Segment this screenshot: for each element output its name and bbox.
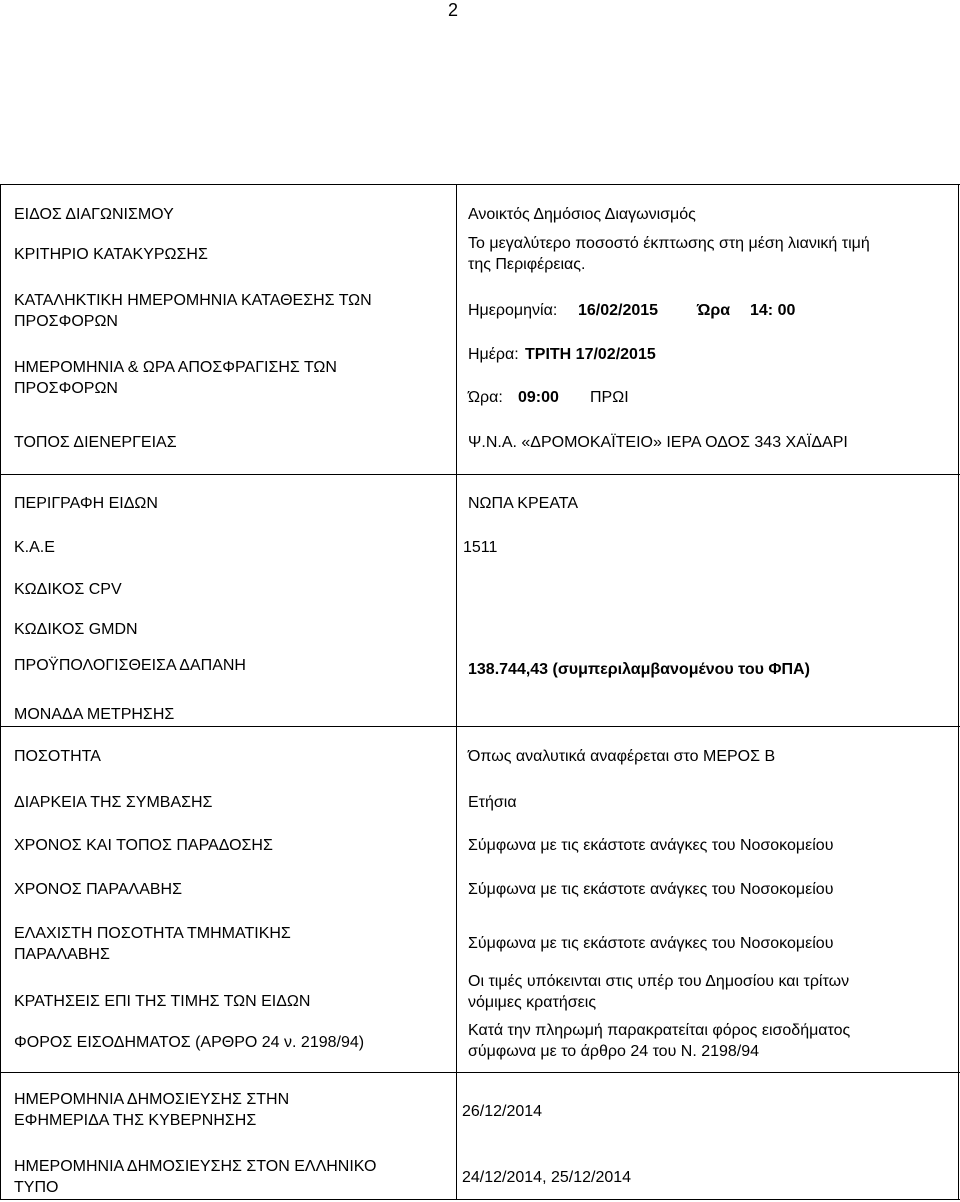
table-divider-3 bbox=[0, 1072, 960, 1073]
label-delivery-time-place: ΧΡΟΝΟΣ ΚΑΙ ΤΟΠΟΣ ΠΑΡΑΔΟΣΗΣ bbox=[14, 837, 273, 854]
label-estimated-budget: ΠΡΟΫΠΟΛΟΓΙΣΘΕΙΣΑ ΔΑΠΑΝΗ bbox=[14, 657, 246, 674]
label-minimum-partial-quantity-line1: ΕΛΑΧΙΣΤΗ ΠΟΣΟΤΗΤΑ ΤΜΗΜΑΤΙΚΗΣ bbox=[14, 925, 291, 942]
label-gmdn-code: ΚΩΔΙΚΟΣ GMDN bbox=[14, 621, 138, 638]
value-minimum-partial-quantity: Σύμφωνα με τις εκάστοτε ανάγκες του Νοσοκομείου bbox=[468, 935, 834, 952]
label-submission-deadline-line2: ΠΡΟΣΦΟΡΩΝ bbox=[14, 313, 118, 330]
opening-day-value: ΤΡΙΤΗ 17/02/2015 bbox=[525, 346, 656, 363]
label-opening-datetime-line2: ΠΡΟΣΦΟΡΩΝ bbox=[14, 380, 118, 397]
submission-time-value: 14: 00 bbox=[750, 302, 796, 319]
table-border-left bbox=[0, 184, 1, 1200]
table-column-divider bbox=[456, 184, 457, 1200]
label-gazette-publication-line2: ΕΦΗΜΕΡΙΔΑ ΤΗΣ ΚΥΒΕΡΝΗΣΗΣ bbox=[14, 1112, 257, 1129]
table-divider-1 bbox=[0, 474, 960, 475]
value-venue: Ψ.Ν.Α. «ΔΡΟΜΟΚΑΪΤΕΙΟ» ΙΕΡΑ ΟΔΟΣ 343 ΧΑΪΔΑΡΙ bbox=[468, 434, 848, 451]
value-items-description: ΝΩΠΑ ΚΡΕΑΤΑ bbox=[468, 495, 579, 512]
value-tender-type: Ανοικτός Δημόσιος Διαγωνισμός bbox=[468, 206, 696, 223]
table-border-top bbox=[0, 184, 960, 185]
value-estimated-budget: 138.744,43 (συμπεριλαμβανομένου του ΦΠΑ) bbox=[468, 661, 810, 678]
label-minimum-partial-quantity-line2: ΠΑΡΑΛΑΒΗΣ bbox=[14, 946, 110, 963]
label-cpv-code: ΚΩΔΙΚΟΣ CPV bbox=[14, 581, 122, 598]
label-tender-type: ΕΙΔΟΣ ΔΙΑΓΩΝΙΣΜΟΥ bbox=[14, 206, 174, 223]
label-press-publication-line2: ΤΥΠΟ bbox=[14, 1179, 59, 1196]
value-kae: 1511 bbox=[463, 539, 498, 556]
value-price-deductions-line2: νόμιμες κρατήσεις bbox=[468, 994, 597, 1011]
label-opening-datetime-line1: ΗΜΕΡΟΜΗΝΙΑ & ΩΡΑ ΑΠΟΣΦΡΑΓΙΣΗΣ ΤΩΝ bbox=[14, 359, 337, 376]
opening-day-label: Ημέρα: bbox=[468, 346, 519, 363]
value-delivery-time-place: Σύμφωνα με τις εκάστοτε ανάγκες του Νοσοκομείου bbox=[468, 837, 834, 854]
value-income-tax-line1: Κατά την πληρωμή παρακρατείται φόρος εισοδήματος bbox=[468, 1022, 851, 1039]
label-price-deductions: ΚΡΑΤΗΣΕΙΣ ΕΠΙ ΤΗΣ ΤΙΜΗΣ ΤΩΝ ΕΙΔΩΝ bbox=[14, 993, 311, 1010]
label-contract-duration: ΔΙΑΡΚΕΙΑ ΤΗΣ ΣΥΜΒΑΣΗΣ bbox=[14, 794, 213, 811]
table-divider-2 bbox=[0, 726, 960, 727]
value-award-criterion-line1: Το μεγαλύτερο ποσοστό έκπτωσης στη μέση λιανική τιμή bbox=[468, 235, 870, 252]
submission-time-label: Ώρα bbox=[697, 302, 731, 319]
label-receipt-time: ΧΡΟΝΟΣ ΠΑΡΑΛΑΒΗΣ bbox=[14, 881, 182, 898]
opening-time-value: 09:00 bbox=[518, 389, 559, 406]
label-items-description: ΠΕΡΙΓΡΑΦΗ ΕΙΔΩΝ bbox=[14, 495, 158, 512]
value-price-deductions-line1: Οι τιμές υπόκεινται στις υπέρ του Δημοσίου και τρίτων bbox=[468, 973, 850, 990]
submission-date-value: 16/02/2015 bbox=[578, 302, 659, 319]
submission-date-label: Ημερομηνία: bbox=[468, 302, 558, 319]
page-number: 2 bbox=[448, 0, 459, 20]
opening-time-label: Ώρα: bbox=[468, 389, 503, 406]
label-kae: Κ.Α.Ε bbox=[14, 539, 55, 556]
value-gazette-publication: 26/12/2014 bbox=[462, 1103, 543, 1120]
label-press-publication-line1: ΗΜΕΡΟΜΗΝΙΑ ΔΗΜΟΣΙΕΥΣΗΣ ΣΤΟΝ ΕΛΛΗΝΙΚΟ bbox=[14, 1158, 377, 1175]
label-income-tax: ΦΟΡΟΣ ΕΙΣΟΔΗΜΑΤΟΣ (ΑΡΘΡΟ 24 ν. 2198/94) bbox=[14, 1034, 365, 1051]
value-receipt-time: Σύμφωνα με τις εκάστοτε ανάγκες του Νοσοκομείου bbox=[468, 881, 834, 898]
value-award-criterion-line2: της Περιφέρειας. bbox=[468, 256, 586, 273]
label-venue: ΤΟΠΟΣ ΔΙΕΝΕΡΓΕΙΑΣ bbox=[14, 434, 177, 451]
value-press-publication: 24/12/2014, 25/12/2014 bbox=[462, 1169, 632, 1186]
opening-time-suffix: ΠΡΩΙ bbox=[590, 389, 629, 406]
label-gazette-publication-line1: ΗΜΕΡΟΜΗΝΙΑ ΔΗΜΟΣΙΕΥΣΗΣ ΣΤΗΝ bbox=[14, 1091, 290, 1108]
label-award-criterion: ΚΡΙΤΗΡΙΟ ΚΑΤΑΚΥΡΩΣΗΣ bbox=[14, 246, 208, 263]
label-quantity: ΠΟΣΟΤΗΤΑ bbox=[14, 748, 101, 765]
label-unit-of-measure: ΜΟΝΑΔΑ ΜΕΤΡΗΣΗΣ bbox=[14, 706, 175, 723]
value-quantity: Όπως αναλυτικά αναφέρεται στο ΜΕΡΟΣ Β bbox=[468, 748, 776, 765]
value-income-tax-line2: σύμφωνα με το άρθρο 24 του Ν. 2198/94 bbox=[468, 1043, 760, 1060]
value-contract-duration: Ετήσια bbox=[468, 794, 517, 811]
table-border-right bbox=[958, 184, 959, 1200]
table-border-bottom bbox=[0, 1199, 960, 1200]
label-submission-deadline-line1: ΚΑΤΑΛΗΚΤΙΚΗ ΗΜΕΡΟΜΗΝΙΑ ΚΑΤΑΘΕΣΗΣ ΤΩΝ bbox=[14, 292, 372, 309]
